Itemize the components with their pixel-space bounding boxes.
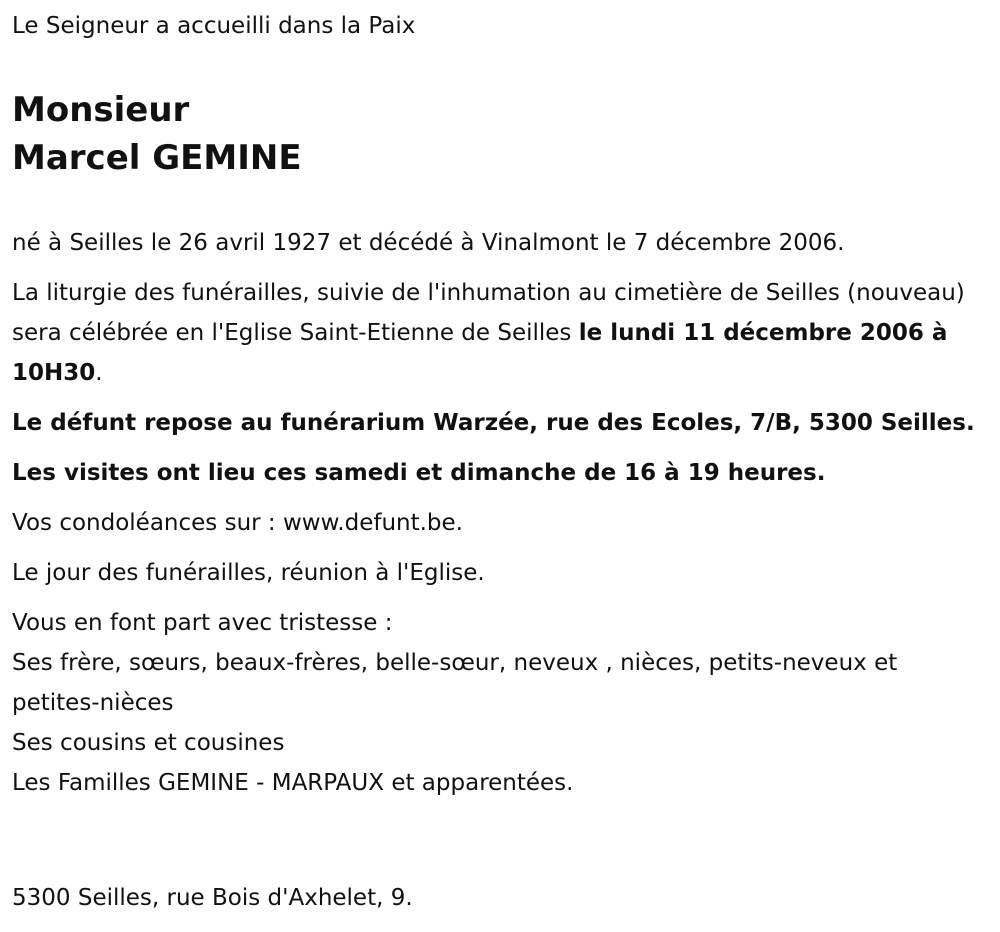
meeting-text: Le jour des funérailles, réunion à l'Eglise.: [12, 560, 485, 586]
family-section: [12, 603, 988, 803]
family-address: 5300 Seilles, rue Bois d'Axhelet, 9.: [12, 885, 413, 911]
deceased-name: [12, 86, 302, 182]
name-full: Marcel GEMINE: [12, 138, 302, 178]
funeral-paragraph: [12, 273, 988, 393]
name-title: Monsieur: [12, 90, 190, 130]
family-cousins: Ses cousins et cousines: [12, 730, 285, 756]
obituary-body: [12, 223, 988, 803]
funeral-end: .: [95, 360, 103, 386]
condolences-text: Vos condoléances sur : www.defunt.be.: [12, 510, 463, 536]
family-siblings: Ses frère, sœurs, beaux-frères, belle-sœur, neveux , nièces, petits-neveux et petites-nièces: [12, 650, 898, 716]
birth-death-text: né à Seilles le 26 avril 1927 et décédé à Vinalmont le 7 décembre 2006.: [12, 230, 845, 256]
visits-text: Les visites ont lieu ces samedi et dimanche de 16 à 19 heures.: [12, 460, 826, 486]
family-announce: Vous en font part avec tristesse :: [12, 610, 393, 636]
repose-text: Le défunt repose au funérarium Warzée, rue des Ecoles, 7/B, 5300 Seilles.: [12, 410, 975, 436]
family-families: Les Familles GEMINE - MARPAUX et apparentées.: [12, 770, 574, 796]
funeral-text: La liturgie des funérailles, suivie de l'inhumation au cimetière de Seilles (nouveau) sera célébrée en l'Eglise Saint-Etienne de Seilles: [12, 280, 965, 346]
intro-text: Le Seigneur a accueilli dans la Paix: [12, 13, 416, 39]
funeral-date: le lundi 11 décembre 2006 à 10H30: [12, 320, 948, 386]
